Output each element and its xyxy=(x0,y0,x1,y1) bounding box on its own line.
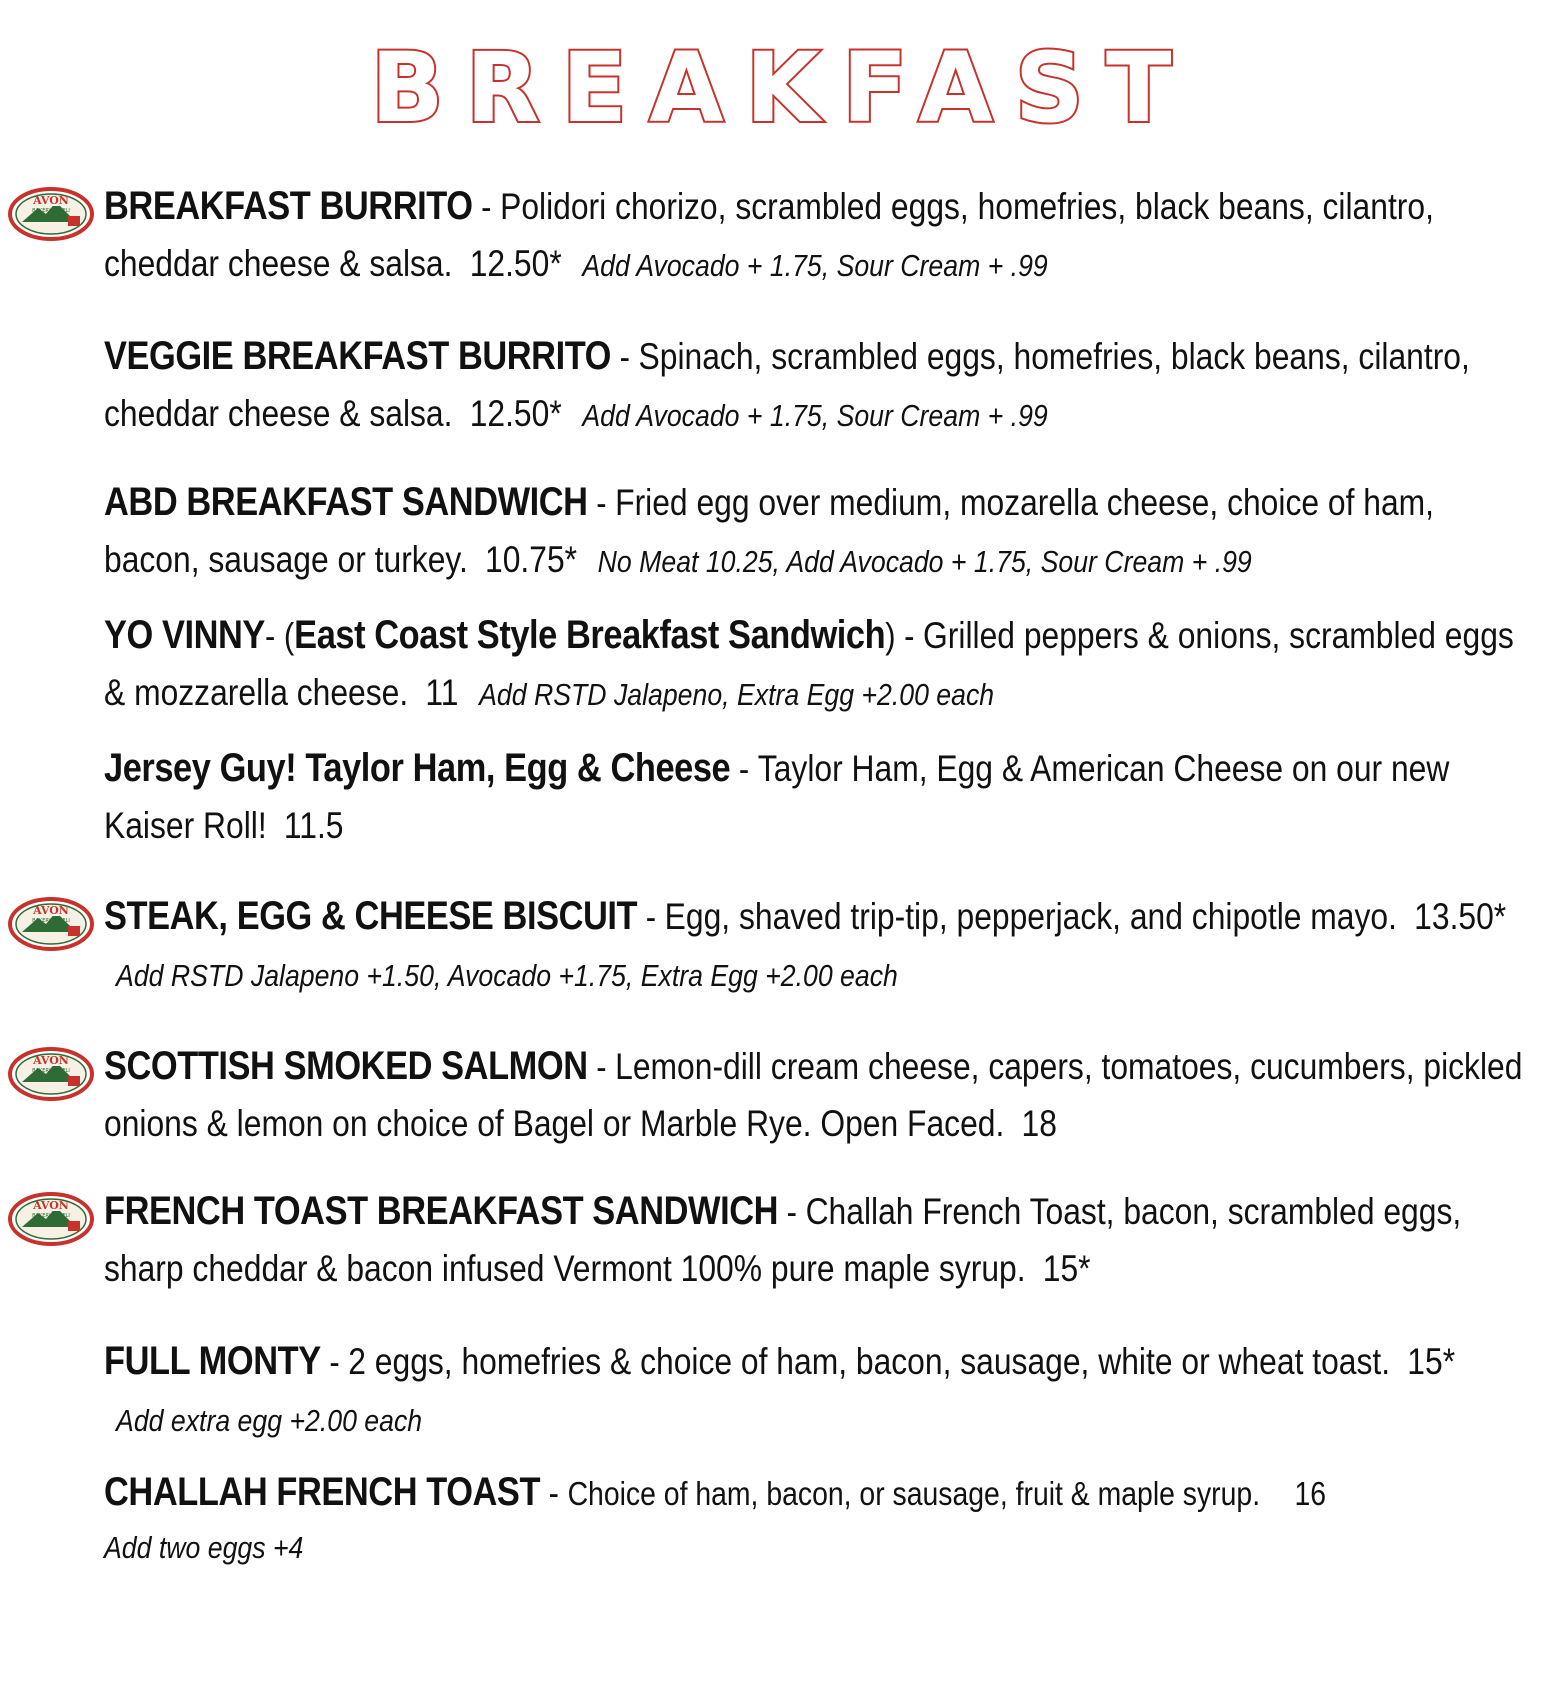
item-addons: Add Avocado + 1.75, Sour Cream + .99 xyxy=(582,248,1048,283)
item-price: 16 xyxy=(1294,1475,1327,1512)
menu-item: CHALLAH FRENCH TOAST - Choice of ham, bacon, or sausage, fruit & maple syrup. 16 Add two eggs +4 xyxy=(104,1466,1523,1572)
item-description: Fried egg over medium, mozarella cheese, choice of ham, bacon, sausage or turkey. xyxy=(104,482,1435,580)
item-description: Grilled peppers & onions, scrambled eggs & mozzarella cheese. xyxy=(104,615,1514,713)
item-addons: Add Avocado + 1.75, Sour Cream + .99 xyxy=(582,398,1048,433)
item-name: BREAKFAST BURRITO xyxy=(104,184,473,228)
menu-item: FULL MONTY - 2 eggs, homefries & choice of ham, bacon, sausage, white or wheat toast. 15* Add extra egg +2.00 each xyxy=(104,1339,1456,1438)
item-description: Taylor Ham, Egg & American Cheese on our new Kaiser Roll! xyxy=(104,748,1450,846)
item-name: STEAK, EGG & CHEESE BISCUIT xyxy=(104,894,638,938)
item-addons: Add RSTD Jalapeno +1.50, Avocado +1.75, Extra Egg +2.00 each xyxy=(116,958,898,993)
item-price: 15* xyxy=(1407,1341,1456,1382)
item-name: Jersey Guy! Taylor Ham, Egg & Cheese xyxy=(104,746,731,790)
item-price: 13.50* xyxy=(1414,896,1507,937)
svg-text:AVON: AVON xyxy=(33,1199,69,1212)
item-price: 10.75* xyxy=(485,539,578,580)
avon-logo-icon xyxy=(8,186,94,242)
item-price: 12.50* xyxy=(469,243,562,284)
item-description: Polidori chorizo, scrambled eggs, homefries, black beans, cilantro, cheddar cheese & salsa. xyxy=(104,186,1434,284)
menu-item: Jersey Guy! Taylor Ham, Egg & Cheese - Taylor Ham, Egg & American Cheese on our new Kaiser Roll! 11.5 xyxy=(104,746,1450,846)
menu-item: VEGGIE BREAKFAST BURRITO - Spinach, scrambled eggs, homefries, black beans, cilantro, cheddar cheese & salsa. 12.50* Add Avocado + 1.75, Sour Cream + .99 xyxy=(104,334,1470,434)
menu-item: BREAKFAST BURRITO - Polidori chorizo, scrambled eggs, homefries, black beans, cilantro, cheddar cheese & salsa. 12.50* Add Avocado + 1.75, Sour Cream + .99 xyxy=(104,184,1434,284)
svg-text:AVON: AVON xyxy=(33,904,69,917)
item-name: CHALLAH FRENCH TOAST xyxy=(104,1470,541,1514)
item-name: ABD BREAKFAST SANDWICH xyxy=(104,480,588,524)
item-addons: Add extra egg +2.00 each xyxy=(116,1403,423,1438)
menu-item: YO VINNY- (East Coast Style Breakfast Sandwich) - Grilled peppers & onions, scrambled eggs & mozzarella cheese. 11 Add RSTD Jalapeno, Extra Egg +2.00 each xyxy=(104,613,1514,713)
menu-item: FRENCH TOAST BREAKFAST SANDWICH - Challah French Toast, bacon, scrambled eggs, sharp cheddar & bacon infused Vermont 100% pure maple syrup. 15* xyxy=(104,1189,1462,1289)
svg-text:BAKERY & DELI: BAKERY & DELI xyxy=(32,918,70,924)
svg-text:BAKERY & DELI: BAKERY & DELI xyxy=(32,208,70,214)
item-price: 18 xyxy=(1021,1103,1057,1144)
item-description: Choice of ham, bacon, or sausage, fruit & maple syrup. xyxy=(567,1475,1261,1512)
item-name: FULL MONTY xyxy=(104,1339,321,1383)
item-description: Challah French Toast, bacon, scrambled eggs, sharp cheddar & bacon infused Vermont 100% pure maple syrup. xyxy=(104,1191,1462,1289)
item-subtitle: East Coast Style Breakfast Sandwich xyxy=(294,613,886,657)
avon-logo-icon xyxy=(8,1191,94,1247)
item-name: FRENCH TOAST BREAKFAST SANDWICH xyxy=(104,1189,779,1233)
item-name: SCOTTISH SMOKED SALMON xyxy=(104,1044,588,1088)
item-addons: Add two eggs +4 xyxy=(104,1530,304,1565)
menu-item: SCOTTISH SMOKED SALMON - Lemon-dill cream cheese, capers, tomatoes, cucumbers, pickled onions & lemon on choice of Bagel or Marble Rye. Open Faced. 18 xyxy=(104,1044,1523,1144)
item-description: 2 eggs, homefries & choice of ham, bacon, sausage, white or wheat toast. xyxy=(348,1341,1391,1382)
item-addons: Add RSTD Jalapeno, Extra Egg +2.00 each xyxy=(479,677,995,712)
avon-logo-icon xyxy=(8,896,94,952)
svg-text:BAKERY & DELI: BAKERY & DELI xyxy=(32,1068,70,1074)
item-description: Lemon-dill cream cheese, capers, tomatoes, cucumbers, pickled onions & lemon on choice of Bagel or Marble Rye. Open Faced. xyxy=(104,1046,1523,1144)
item-name: VEGGIE BREAKFAST BURRITO xyxy=(104,334,612,378)
item-description: Spinach, scrambled eggs, homefries, black beans, cilantro, cheddar cheese & salsa. xyxy=(104,336,1470,434)
menu-item: STEAK, EGG & CHEESE BISCUIT - Egg, shaved trip-tip, pepperjack, and chipotle mayo. 13.50* Add RSTD Jalapeno +1.50, Avocado +1.75, Extra Egg +2.00 each xyxy=(104,894,1507,993)
item-name: YO VINNY xyxy=(104,613,265,657)
item-price: 11 xyxy=(425,672,459,713)
svg-text:AVON: AVON xyxy=(33,1054,69,1067)
item-addons: No Meat 10.25, Add Avocado + 1.75, Sour Cream + .99 xyxy=(597,544,1252,579)
menu-title: BREAKFAST xyxy=(370,32,1194,144)
item-price: 15* xyxy=(1042,1248,1091,1289)
avon-logo-icon xyxy=(8,1046,94,1102)
svg-text:AVON: AVON xyxy=(33,194,69,207)
item-description: Egg, shaved trip-tip, pepperjack, and chipotle mayo. xyxy=(664,896,1397,937)
item-price: 11.5 xyxy=(283,805,344,846)
svg-text:BAKERY & DELI: BAKERY & DELI xyxy=(32,1213,70,1219)
item-price: 12.50* xyxy=(469,393,562,434)
menu-item: ABD BREAKFAST SANDWICH - Fried egg over medium, mozarella cheese, choice of ham, bacon, sausage or turkey. 10.75* No Meat 10.25, Add Avocado + 1.75, Sour Cream + .99 xyxy=(104,480,1435,580)
